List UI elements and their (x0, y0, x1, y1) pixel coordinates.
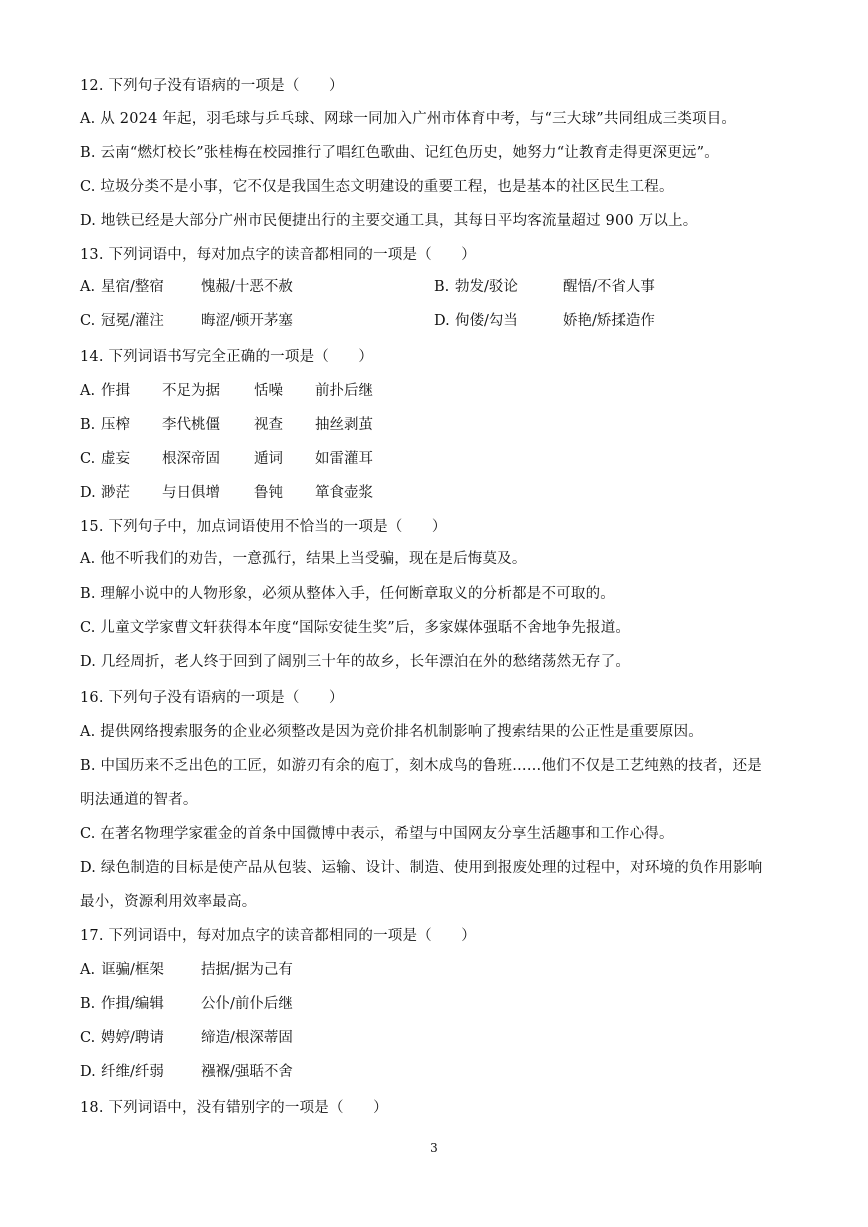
question-14-option-a-word4: 前扑后继 (315, 383, 373, 399)
question-13-stem: 13. 下列词语中，每对加点字的读音都相同的一项是（ ） (80, 247, 476, 263)
question-13-option-b-word1: 勃发/驳论 (455, 279, 518, 295)
question-13-option-a-letter: A. (80, 279, 96, 295)
question-14-option-a-word3: 恬噪 (254, 383, 283, 399)
question-14-option-c-word2: 根深帝固 (162, 451, 220, 467)
question-16-option-d: D. 绿色制造的目标是使产品从包装、运输、设计、制造、使用到报废处理的过程中，对环境的负作用影响 (80, 860, 763, 876)
question-17-stem: 17. 下列词语中，每对加点字的读音都相同的一项是（ ） (80, 928, 476, 944)
question-16-stem: 16. 下列句子没有语病的一项是（ ） (80, 690, 344, 706)
question-15-option-d: D. 几经周折，老人终于回到了阔别三十年的故乡，长年漂泊在外的愁绪荡然无存了。 (80, 654, 631, 670)
question-12-option-a: A. 从 2024 年起，羽毛球与乒乓球、网球一同加入广州市体育中考，与“三大球”共同组成三类项目。 (80, 111, 737, 127)
question-13-option-b-letter: B. (434, 279, 450, 295)
question-12-option-b: B. 云南“燃灯校长”张桂梅在校园推行了唱红色歌曲、记红色历史，她努力“让教育走得更深更远”。 (80, 145, 719, 161)
question-15-option-b: B. 理解小说中的人物形象，必须从整体入手，任何断章取义的分析都是不可取的。 (80, 586, 615, 602)
question-14-option-c-letter: C. (80, 451, 96, 467)
question-14-option-a-word2: 不足为据 (162, 383, 220, 399)
question-13-option-a-word1: 星宿/整宿 (101, 279, 164, 295)
question-16-option-c: C. 在著名物理学家霍金的首条中国微博中表示，希望与中国网友分享生活趣事和工作心得。 (80, 826, 674, 842)
question-17-option-d-letter: D. (80, 1064, 96, 1080)
page-number: 3 (430, 1141, 438, 1155)
question-13-option-c-word2: 晦涩/顿开茅塞 (201, 313, 293, 329)
question-14-option-b-word1: 压榨 (101, 417, 130, 433)
question-17-option-d-word1: 纤维/纤弱 (101, 1064, 164, 1080)
question-16-option-b: B. 中国历来不乏出色的工匠，如游刃有余的庖丁，刻木成鸟的鲁班……他们不仅是工艺纯熟的技者，还是 (80, 758, 762, 774)
question-14-option-b-word2: 李代桃僵 (162, 417, 220, 433)
question-13-option-c-word1: 冠冕/灌注 (101, 313, 164, 329)
question-15-option-a: A. 他不听我们的劝告，一意孤行，结果上当受骗，现在是后悔莫及。 (80, 551, 527, 567)
question-14-option-a-word1: 作揖 (101, 383, 130, 399)
question-12-option-c: C. 垃圾分类不是小事，它不仅是我国生态文明建设的重要工程，也是基本的社区民生工程。 (80, 179, 674, 195)
question-17-option-a-word2: 拮据/据为己有 (201, 962, 293, 978)
question-17-option-b-word2: 公仆/前仆后继 (201, 996, 293, 1012)
question-14-option-d-word3: 鲁钝 (254, 485, 283, 501)
question-13-option-d-word2: 娇艳/矫揉造作 (563, 313, 655, 329)
question-13-option-d-word1: 佝偻/勾当 (455, 313, 518, 329)
question-17-option-c-word2: 缔造/根深蒂固 (201, 1030, 293, 1046)
question-14-option-a-letter: A. (80, 383, 96, 399)
question-13-option-c-letter: C. (80, 313, 96, 329)
question-16-option-b-cont: 明法通道的智者。 (80, 792, 198, 808)
question-13-option-d-letter: D. (434, 313, 450, 329)
question-14-option-d-word1: 渺茫 (101, 485, 130, 501)
question-14-stem: 14. 下列词语书写完全正确的一项是（ ） (80, 349, 374, 365)
question-15-stem: 15. 下列句子中，加点词语使用不恰当的一项是（ ） (80, 519, 447, 535)
question-17-option-c-letter: C. (80, 1030, 96, 1046)
question-17-option-c-word1: 娉婷/聘请 (101, 1030, 164, 1046)
question-14-option-b-word4: 抽丝剥茧 (315, 417, 373, 433)
question-14-option-b-letter: B. (80, 417, 96, 433)
question-17-option-b-word1: 作揖/编辑 (101, 996, 164, 1012)
question-12-option-d: D. 地铁已经是大部分广州市民便捷出行的主要交通工具，其每日平均客流量超过 900 万以上。 (80, 213, 698, 229)
question-14-option-d-word2: 与日俱增 (162, 485, 220, 501)
question-17-option-a-word1: 诓骗/框架 (101, 962, 164, 978)
question-14-option-b-word3: 视查 (254, 417, 283, 433)
question-14-option-d-letter: D. (80, 485, 96, 501)
question-16-option-a: A. 提供网络搜索服务的企业必须整改是因为竞价排名机制影响了搜索结果的公正性是重要原因。 (80, 724, 703, 740)
question-17-option-a-letter: A. (80, 962, 96, 978)
question-17-option-d-word2: 襁褓/强聒不舍 (201, 1064, 293, 1080)
question-18-stem: 18. 下列词语中，没有错别字的一项是（ ） (80, 1100, 388, 1116)
question-17-option-b-letter: B. (80, 996, 96, 1012)
question-14-option-c-word4: 如雷灌耳 (315, 451, 373, 467)
question-15-option-c: C. 儿童文学家曹文轩获得本年度“国际安徒生奖”后，多家媒体强聒不舍地争先报道。 (80, 620, 631, 636)
question-14-option-c-word3: 遁词 (254, 451, 283, 467)
question-14-option-c-word1: 虚妄 (101, 451, 130, 467)
question-16-option-d-cont: 最小，资源利用效率最高。 (80, 894, 257, 910)
question-12-stem: 12. 下列句子没有语病的一项是（ ） (80, 78, 344, 94)
question-13-option-b-word2: 醒悟/不省人事 (563, 279, 655, 295)
question-14-option-d-word4: 箪食壶浆 (315, 485, 373, 501)
question-13-option-a-word2: 愧赧/十恶不赦 (201, 279, 293, 295)
